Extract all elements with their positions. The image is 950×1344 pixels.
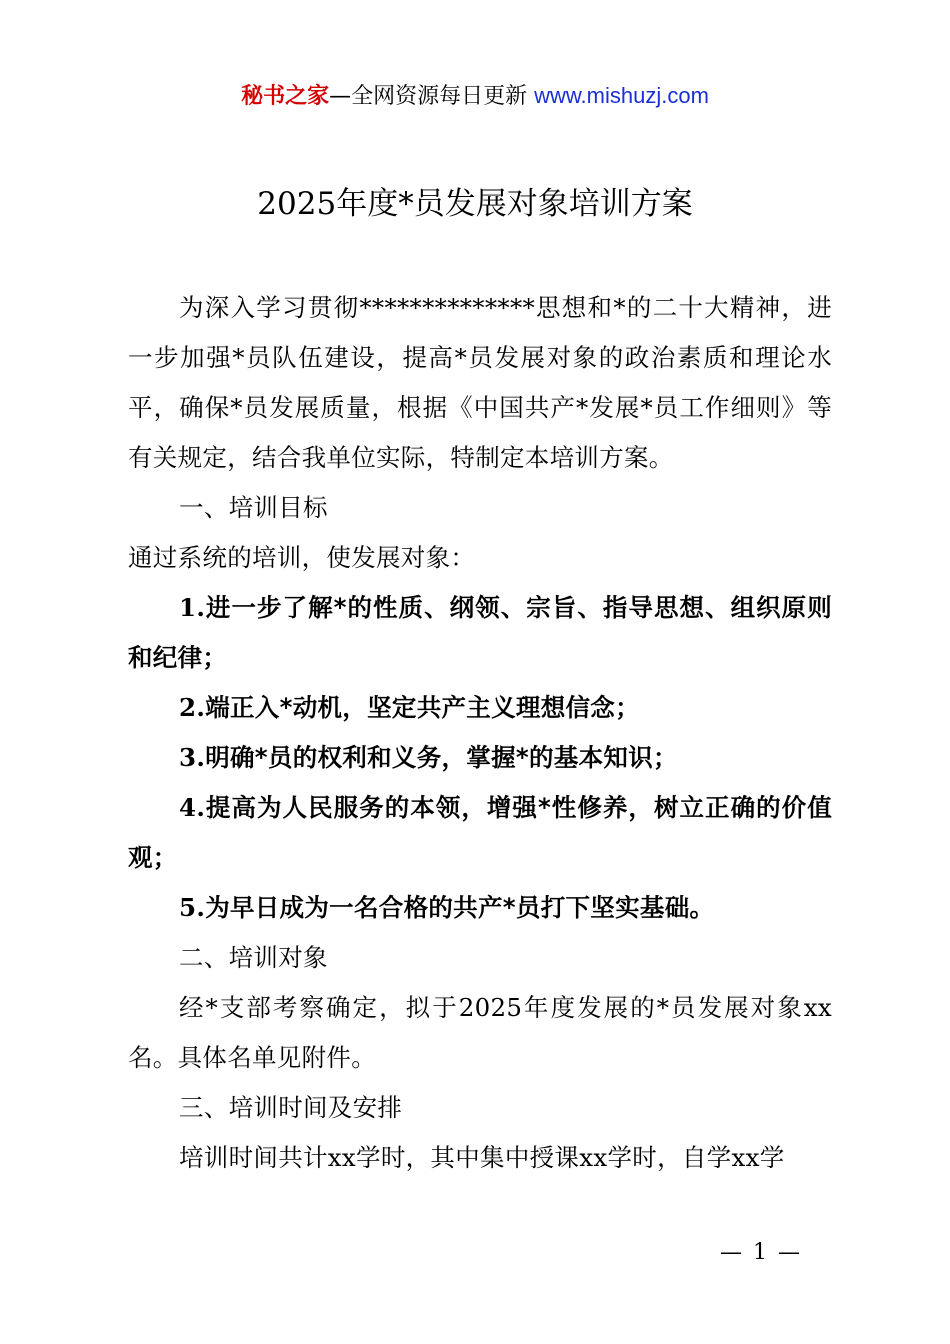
goal-number: 2. [179, 693, 206, 722]
site-url[interactable]: www.mishuzj.com [534, 83, 709, 108]
targets-paragraph: 经*支部考察确定，拟于2025年度发展的*员发展对象xx名。具体名单见附件。 [128, 993, 832, 1072]
brand-name: 秘书之家 [241, 84, 330, 109]
goals-lead: 通过系统的培训，使发展对象： [128, 543, 476, 572]
goal-number: 3. [179, 743, 206, 772]
document-body [128, 283, 832, 1183]
goal-item [128, 683, 832, 733]
section-heading-goals: 一、培训目标 [179, 493, 328, 522]
site-header [0, 80, 950, 113]
goal-text: 进一步了解*的性质、纲领、宗旨、指导思想、组织原则和纪律； [128, 593, 832, 672]
site-slogan: —全网资源每日更新 [329, 84, 528, 109]
goal-text: 为早日成为一名合格的共产*员打下坚实基础。 [205, 893, 715, 922]
goal-text: 提高为人民服务的本领，增强*性修养，树立正确的价值观； [128, 793, 832, 872]
section-heading-targets: 二、培训对象 [179, 943, 328, 972]
goal-item [128, 583, 832, 683]
goal-text: 明确*员的权利和义务，掌握*的基本知识； [205, 743, 678, 772]
page-number: — 1 — [720, 1240, 802, 1265]
goal-number: 4. [179, 793, 206, 822]
intro-paragraph: 为深入学习贯彻**************思想和*的二十大精神，进一步加强*员队伍建设，提高*员发展对象的政治素质和理论水平，确保*员发展质量，根据《中国共产*发展*员工作细则》等有关规定，结合我单位实际，特制定本培训方案。 [128, 293, 832, 472]
goal-item [128, 733, 832, 783]
goal-number: 1. [179, 593, 206, 622]
goal-item [128, 883, 832, 933]
goal-item [128, 783, 832, 883]
goal-text: 端正入*动机，坚定共产主义理想信念； [205, 693, 640, 722]
schedule-paragraph: 培训时间共计xx学时，其中集中授课xx学时，自学xx学 [179, 1143, 785, 1172]
section-heading-schedule: 三、培训时间及安排 [179, 1093, 403, 1122]
document-title: 2025年度*员发展对象培训方案 [257, 186, 693, 222]
goal-number: 5. [179, 893, 206, 922]
